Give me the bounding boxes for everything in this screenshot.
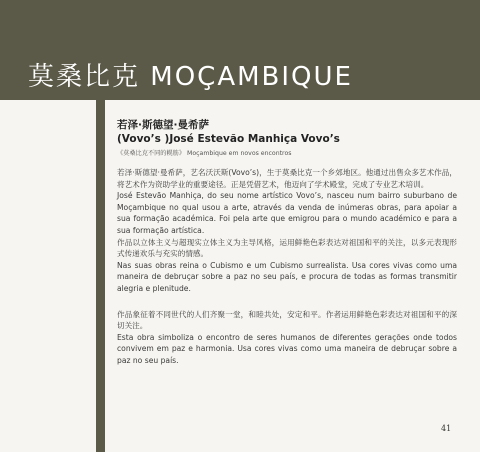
sidebar-bar <box>96 100 105 452</box>
paragraph-style-pt: Nas suas obras reina o Cubismo e um Cubismo surrealista. Usa cores vivas como uma maneira de debruçar sobre a paz no seu país, e procura de todas as formas transmitir alegria e plenitude. <box>117 260 457 293</box>
page-title: 莫桑比克 MOÇAMBIQUE <box>28 62 353 92</box>
artwork-caption: 《莫桑比克不同的幌筋》 Moçambique em novos encontros <box>117 150 292 157</box>
artist-name-chinese: 若泽·斯德望·曼希萨 <box>117 119 209 131</box>
paragraph-style-cn: 作品以立体主义与超现实立体主义为主导风格，运用鲜艳色彩表达对祖国和平的关注，以多元表现形式传递欢乐与充实的情感。 <box>117 237 457 259</box>
header-band <box>0 0 480 100</box>
paragraph-bio-cn: 若泽·斯德望·曼希萨，艺名沃沃斯(Vovo’s)，生于莫桑比克一个乡郊地区。他通过出售众多艺术作品，将艺术作为资助学业的重要途径。正是凭借艺术，他迈向了学术殿堂，完成了专业艺术培训。 <box>117 168 457 189</box>
artist-name-portuguese: (Vovo’s )José Estevão Manhiça Vovo’s <box>117 133 340 145</box>
paragraph-work-pt: Esta obra simboliza o encontro de seres humanos de diferentes gerações onde todos convivem em paz e harmonia. Usa cores vivas como uma maneira de debruçar sobre a paz no seu país. <box>117 332 457 365</box>
article-body <box>117 110 457 367</box>
page-number: 41 <box>441 424 452 433</box>
paragraph-work-cn: 作品象征着不同世代的人们齐聚一堂，和睦共处，安定和平。作者运用鲜艳色彩表达对祖国和平的深切关注。 <box>117 309 457 331</box>
paragraph-bio-pt: José Estevão Manhiça, do seu nome artístico Vovo’s, nasceu num bairro suburbano de Moçambique no qual usou a arte, através da venda de inúmeras obras, para apoiar a sua formação académica. Foi pela arte que emigrou para o mundo académico e para a sua formação artística. <box>117 191 457 235</box>
